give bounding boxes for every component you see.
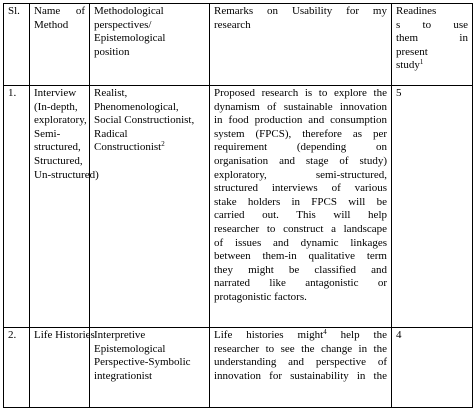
row-name: Interview (In-depth, exploratory, Semi- structured, Structured, Un-structured) xyxy=(30,86,90,328)
row-remarks: Life histories might$^4$ help the researcher to see the change in the understanding and perspective of innovation for sustainability in the xyxy=(210,328,392,408)
footnote-marker: 1 xyxy=(419,58,424,67)
row-name: Life Histories xyxy=(30,328,90,408)
header-name: Name of Method xyxy=(30,4,90,86)
row-sl: 1. xyxy=(4,86,30,328)
row-method: Realist, Phenomenological, Social Constructionist, Radical Constructionist$^2$ xyxy=(90,86,210,328)
header-row xyxy=(4,4,473,86)
row-readiness: 5 xyxy=(392,86,473,328)
table-row xyxy=(4,86,473,328)
footnote-marker: 4 xyxy=(323,328,327,336)
row-method: Interpretive Epistemological Perspective-Symbolic integrationist xyxy=(90,328,210,408)
row-readiness: 4 xyxy=(392,328,473,408)
header-readiness: Readines s to use them in present study$^1$ xyxy=(392,4,473,86)
footnote-marker: 2 xyxy=(161,140,165,149)
row-sl: 2. xyxy=(4,328,30,408)
row-remarks: Proposed research is to explore the dynamism of sustainable innovation in food production and consumption system (FPCS), therefore as per requirement (depending on organisation and stage of study) exploratory, semi-structured, structured interviews of various stake holders in FPCS will be carried out. This will help researcher to construct a landscape of issues and dynamic linkages between them-in qualitative term they might be classified and narrated like antagonistic or protagonistic factors. xyxy=(210,86,392,328)
header-remarks: Remarks on Usability for my research xyxy=(210,4,392,86)
header-sl: Sl. xyxy=(4,4,30,86)
methods-table xyxy=(3,3,473,408)
table-row xyxy=(4,328,473,408)
header-method: Methodological perspectives/ Epistemological position xyxy=(90,4,210,86)
